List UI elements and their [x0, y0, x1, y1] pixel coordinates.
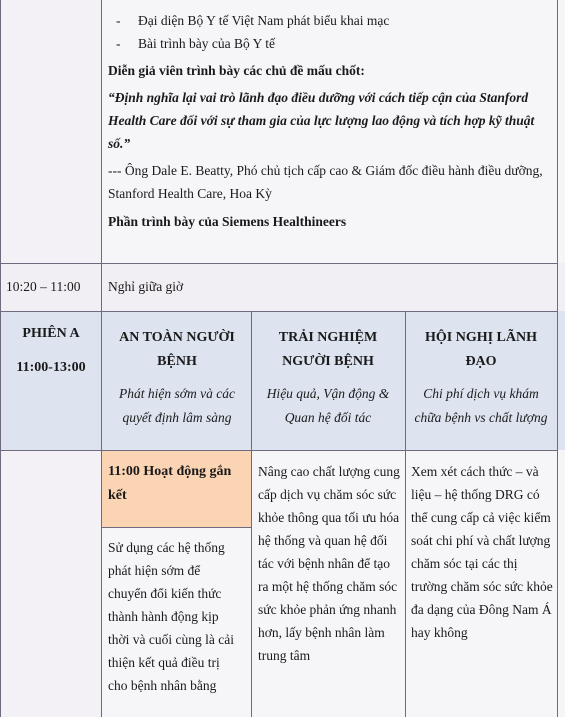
track-subtitle: Phát hiện sớm và các quyết định lâm sàng	[119, 386, 235, 425]
break-row	[0, 263, 565, 311]
session-info	[1, 322, 101, 380]
session-name: PHIÊN A	[22, 326, 80, 341]
session-time: 11:00-13:00	[16, 360, 86, 375]
break-time: 10:20 – 11:00	[6, 279, 81, 294]
track-leadership	[411, 326, 551, 430]
opening-time-cell	[0, 0, 101, 263]
activity-time-cell	[0, 450, 101, 717]
track-title: AN TOÀN NGƯỜI BỆNH	[119, 330, 235, 369]
opening-bullet: - Bài trình bày của Bộ Y tế	[108, 32, 553, 55]
keynote-title: “Định nghĩa lại vai trò lãnh đạo điều dưỡng với cách tiếp cận của Stanford Health Care đối với sự tham gia của lực lượng lao động và tích hợp kỹ thuật số.”	[108, 90, 535, 151]
opening-bullet-list	[108, 9, 553, 55]
opening-bullet: - Đại diện Bộ Y tế Việt Nam phát biểu khai mạc	[108, 9, 553, 32]
patient-safety-description: Sử dụng các hệ thống phát hiện sớm để chuyển đổi kiến thức thành hành động kịp thời và cuối cùng là cải thiện kết quả điều trị cho bệnh nhân bằng	[108, 540, 234, 693]
track-patient-experience	[258, 326, 398, 430]
track-title: HỘI NGHỊ LÃNH ĐẠO	[424, 330, 537, 369]
track-subtitle: Chi phí dịch vụ khám chữa bệnh vs chất lượng	[414, 386, 548, 425]
patient-experience-description: Nâng cao chất lượng cung cấp dịch vụ chăm sóc sức khỏe thông qua tối ưu hóa hệ thống và quan hệ đối tác với bệnh nhân để tạo ra một hệ thống chăm sóc sức khỏe phản ứng nhanh hơn, lấy bệnh nhân làm trung tâm	[258, 464, 400, 663]
keynote-heading: Diễn giả viên trình bày các chủ đề mấu chốt:	[108, 63, 365, 78]
track-subtitle: Hiệu quả, Vận động & Quan hệ đối tác	[266, 386, 390, 425]
siemens-presentation: Phần trình bày của Siemens Healthineers	[108, 214, 347, 229]
break-label: Nghỉ giữa giờ	[108, 279, 184, 294]
opening-section	[108, 9, 553, 233]
activity-label: 11:00 Hoạt động gắn kết	[108, 464, 232, 503]
leadership-description: Xem xét cách thức – và liệu – hệ thống DRG có thể cung cấp cả việc kiểm soát chi phí và chất lượng chăm sóc tại các thị trường chăm sóc sức khỏe đa dạng của Đông Nam Á hay không	[411, 464, 553, 640]
keynote-speaker: --- Ông Dale E. Beatty, Phó chủ tịch cấp cao & Giám đốc điều hành điều dưỡng, Stanford Health Care, Hoa Kỳ	[108, 163, 543, 201]
track-patient-safety	[112, 326, 242, 430]
track-title: TRẢI NGHIỆM NGƯỜI BỆNH	[278, 330, 378, 369]
